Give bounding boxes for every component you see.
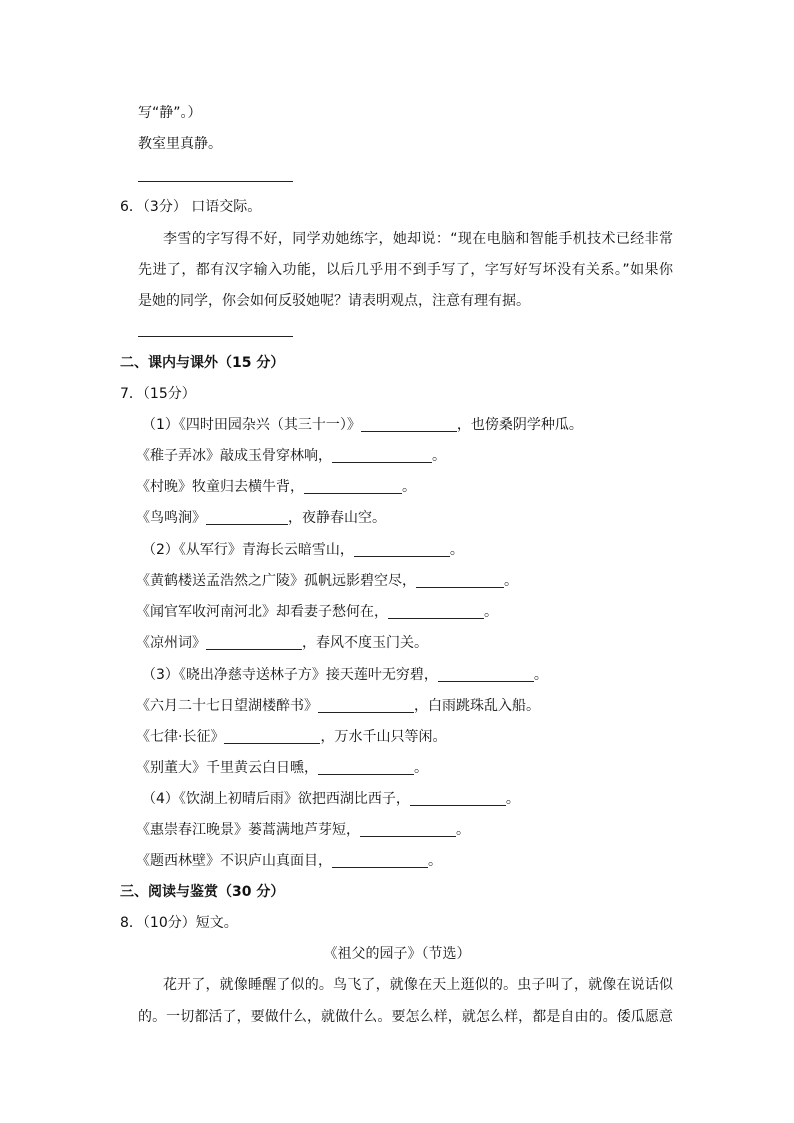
poem-text: 。 bbox=[504, 573, 518, 589]
fill-blank[interactable] bbox=[438, 667, 534, 682]
poem-text: ，春风不度玉门关。 bbox=[302, 635, 428, 651]
poem-text: 。 bbox=[449, 542, 464, 558]
poem-text: 。 bbox=[428, 853, 442, 869]
poem-text: ，夜静春山空。 bbox=[288, 510, 386, 526]
poem-text: 《鸟鸣涧》 bbox=[136, 510, 206, 526]
passage-line: 的。一切都活了，要做什么，就做什么。要怎么样，就怎么样，都是自由的。倭瓜愿意 bbox=[138, 1009, 673, 1025]
passage-line: 花开了，就像睡醒了似的。鸟飞了，就像在天上逛似的。虫子叫了，就像在说话似 bbox=[163, 977, 673, 993]
section-3-title: 三、阅读与鉴赏（30 分） bbox=[120, 884, 285, 900]
poem-text: 。 bbox=[414, 760, 428, 776]
poem-text: 。 bbox=[432, 448, 446, 464]
fill-blank[interactable] bbox=[332, 853, 428, 868]
passage-title: 《祖父的园子》（节选） bbox=[323, 946, 471, 962]
answer-line[interactable] bbox=[138, 181, 293, 182]
paragraph-line: 先进了，都有汉字输入功能，以后几乎用不到手写了，字写好写坏没有关系。”如果你 bbox=[138, 262, 673, 278]
fill-blank[interactable] bbox=[318, 760, 414, 775]
poem-text: 《别董大》千里黄云白日曛， bbox=[136, 760, 318, 776]
poem-text: 《村晚》牧童归去横牛背， bbox=[136, 479, 304, 495]
poem-line-14 bbox=[136, 820, 470, 840]
poem-text: ，万水千山只等闲。 bbox=[320, 729, 447, 745]
poem-text: 。 bbox=[484, 604, 498, 620]
poem-line-6 bbox=[136, 571, 518, 591]
poem-text: 《闻官军收河南河北》却看妻子愁何在， bbox=[136, 604, 388, 620]
question-8-header: 8．（10分）短文。 bbox=[120, 915, 238, 931]
poem-line-15 bbox=[136, 851, 442, 871]
poem-text: 《凉州词》 bbox=[136, 635, 206, 651]
poem-line-3 bbox=[136, 477, 416, 497]
poem-line-1 bbox=[142, 415, 583, 435]
fill-blank[interactable] bbox=[410, 791, 506, 806]
paragraph-line: 是她的同学，你会如何反驳她呢？请表明观点，注意有理有据。 bbox=[138, 293, 530, 309]
paragraph-line: 李雪的字写得不好，同学劝她练字，她却说：“现在电脑和智能手机技术已经非常 bbox=[163, 231, 673, 247]
poem-text: 《七律·长征》 bbox=[136, 729, 225, 745]
poem-text: ，也傍桑阴学种瓜。 bbox=[456, 417, 583, 433]
poem-text: 《题西林壁》不识庐山真面目， bbox=[136, 853, 332, 869]
poem-text: ，白雨跳珠乱入船。 bbox=[414, 698, 540, 714]
question-6-header: 6．（3分） 口语交际。 bbox=[120, 199, 262, 215]
poem-line-13 bbox=[142, 789, 520, 809]
answer-line[interactable] bbox=[138, 336, 293, 337]
poem-line-12 bbox=[136, 758, 428, 778]
section-2-title: 二、课内与课外（15 分） bbox=[120, 355, 285, 371]
poem-text: 《六月二十七日望湖楼醉书》 bbox=[136, 698, 318, 714]
poem-line-10 bbox=[136, 696, 540, 716]
poem-text: （4）《饮湖上初晴后雨》欲把西湖比西子， bbox=[142, 791, 410, 807]
fill-blank[interactable] bbox=[416, 573, 504, 588]
poem-text: 《黄鹤楼送孟浩然之广陵》孤帆远影碧空尽， bbox=[136, 573, 416, 589]
poem-line-8 bbox=[136, 633, 428, 653]
fill-blank[interactable] bbox=[318, 698, 414, 713]
poem-text: 。 bbox=[402, 479, 416, 495]
poem-text: （3）《晓出净慈寺送林子方》接天莲叶无穷碧， bbox=[142, 667, 438, 683]
fill-blank[interactable] bbox=[206, 510, 288, 525]
fill-blank[interactable] bbox=[361, 417, 457, 432]
fill-blank[interactable] bbox=[354, 542, 450, 557]
poem-text: 。 bbox=[505, 791, 520, 807]
poem-text: （1）《四时田园杂兴（其三十一）》 bbox=[142, 417, 361, 433]
poem-line-5 bbox=[142, 540, 464, 560]
poem-line-7 bbox=[136, 602, 498, 622]
fill-blank[interactable] bbox=[224, 729, 320, 744]
poem-line-9 bbox=[142, 665, 548, 685]
question-7-header: 7．（15分） bbox=[120, 386, 196, 402]
text-line: 教室里真静。 bbox=[138, 136, 222, 152]
poem-line-2 bbox=[136, 446, 446, 466]
fill-blank[interactable] bbox=[332, 448, 432, 463]
poem-text: 《惠崇春江晚景》蒌蒿满地芦芽短， bbox=[136, 822, 360, 838]
fill-blank[interactable] bbox=[388, 604, 484, 619]
fill-blank[interactable] bbox=[206, 635, 302, 650]
poem-text: 。 bbox=[533, 667, 548, 683]
poem-text: （2）《从军行》青海长云暗雪山， bbox=[142, 542, 354, 558]
fill-blank[interactable] bbox=[304, 479, 402, 494]
poem-text: 。 bbox=[456, 822, 470, 838]
poem-line-4 bbox=[136, 508, 386, 528]
poem-text: 《稚子弄冰》敲成玉骨穿林响， bbox=[136, 448, 332, 464]
poem-line-11 bbox=[136, 727, 446, 747]
fill-blank[interactable] bbox=[360, 822, 456, 837]
text-line: 写“静”。） bbox=[138, 105, 202, 121]
